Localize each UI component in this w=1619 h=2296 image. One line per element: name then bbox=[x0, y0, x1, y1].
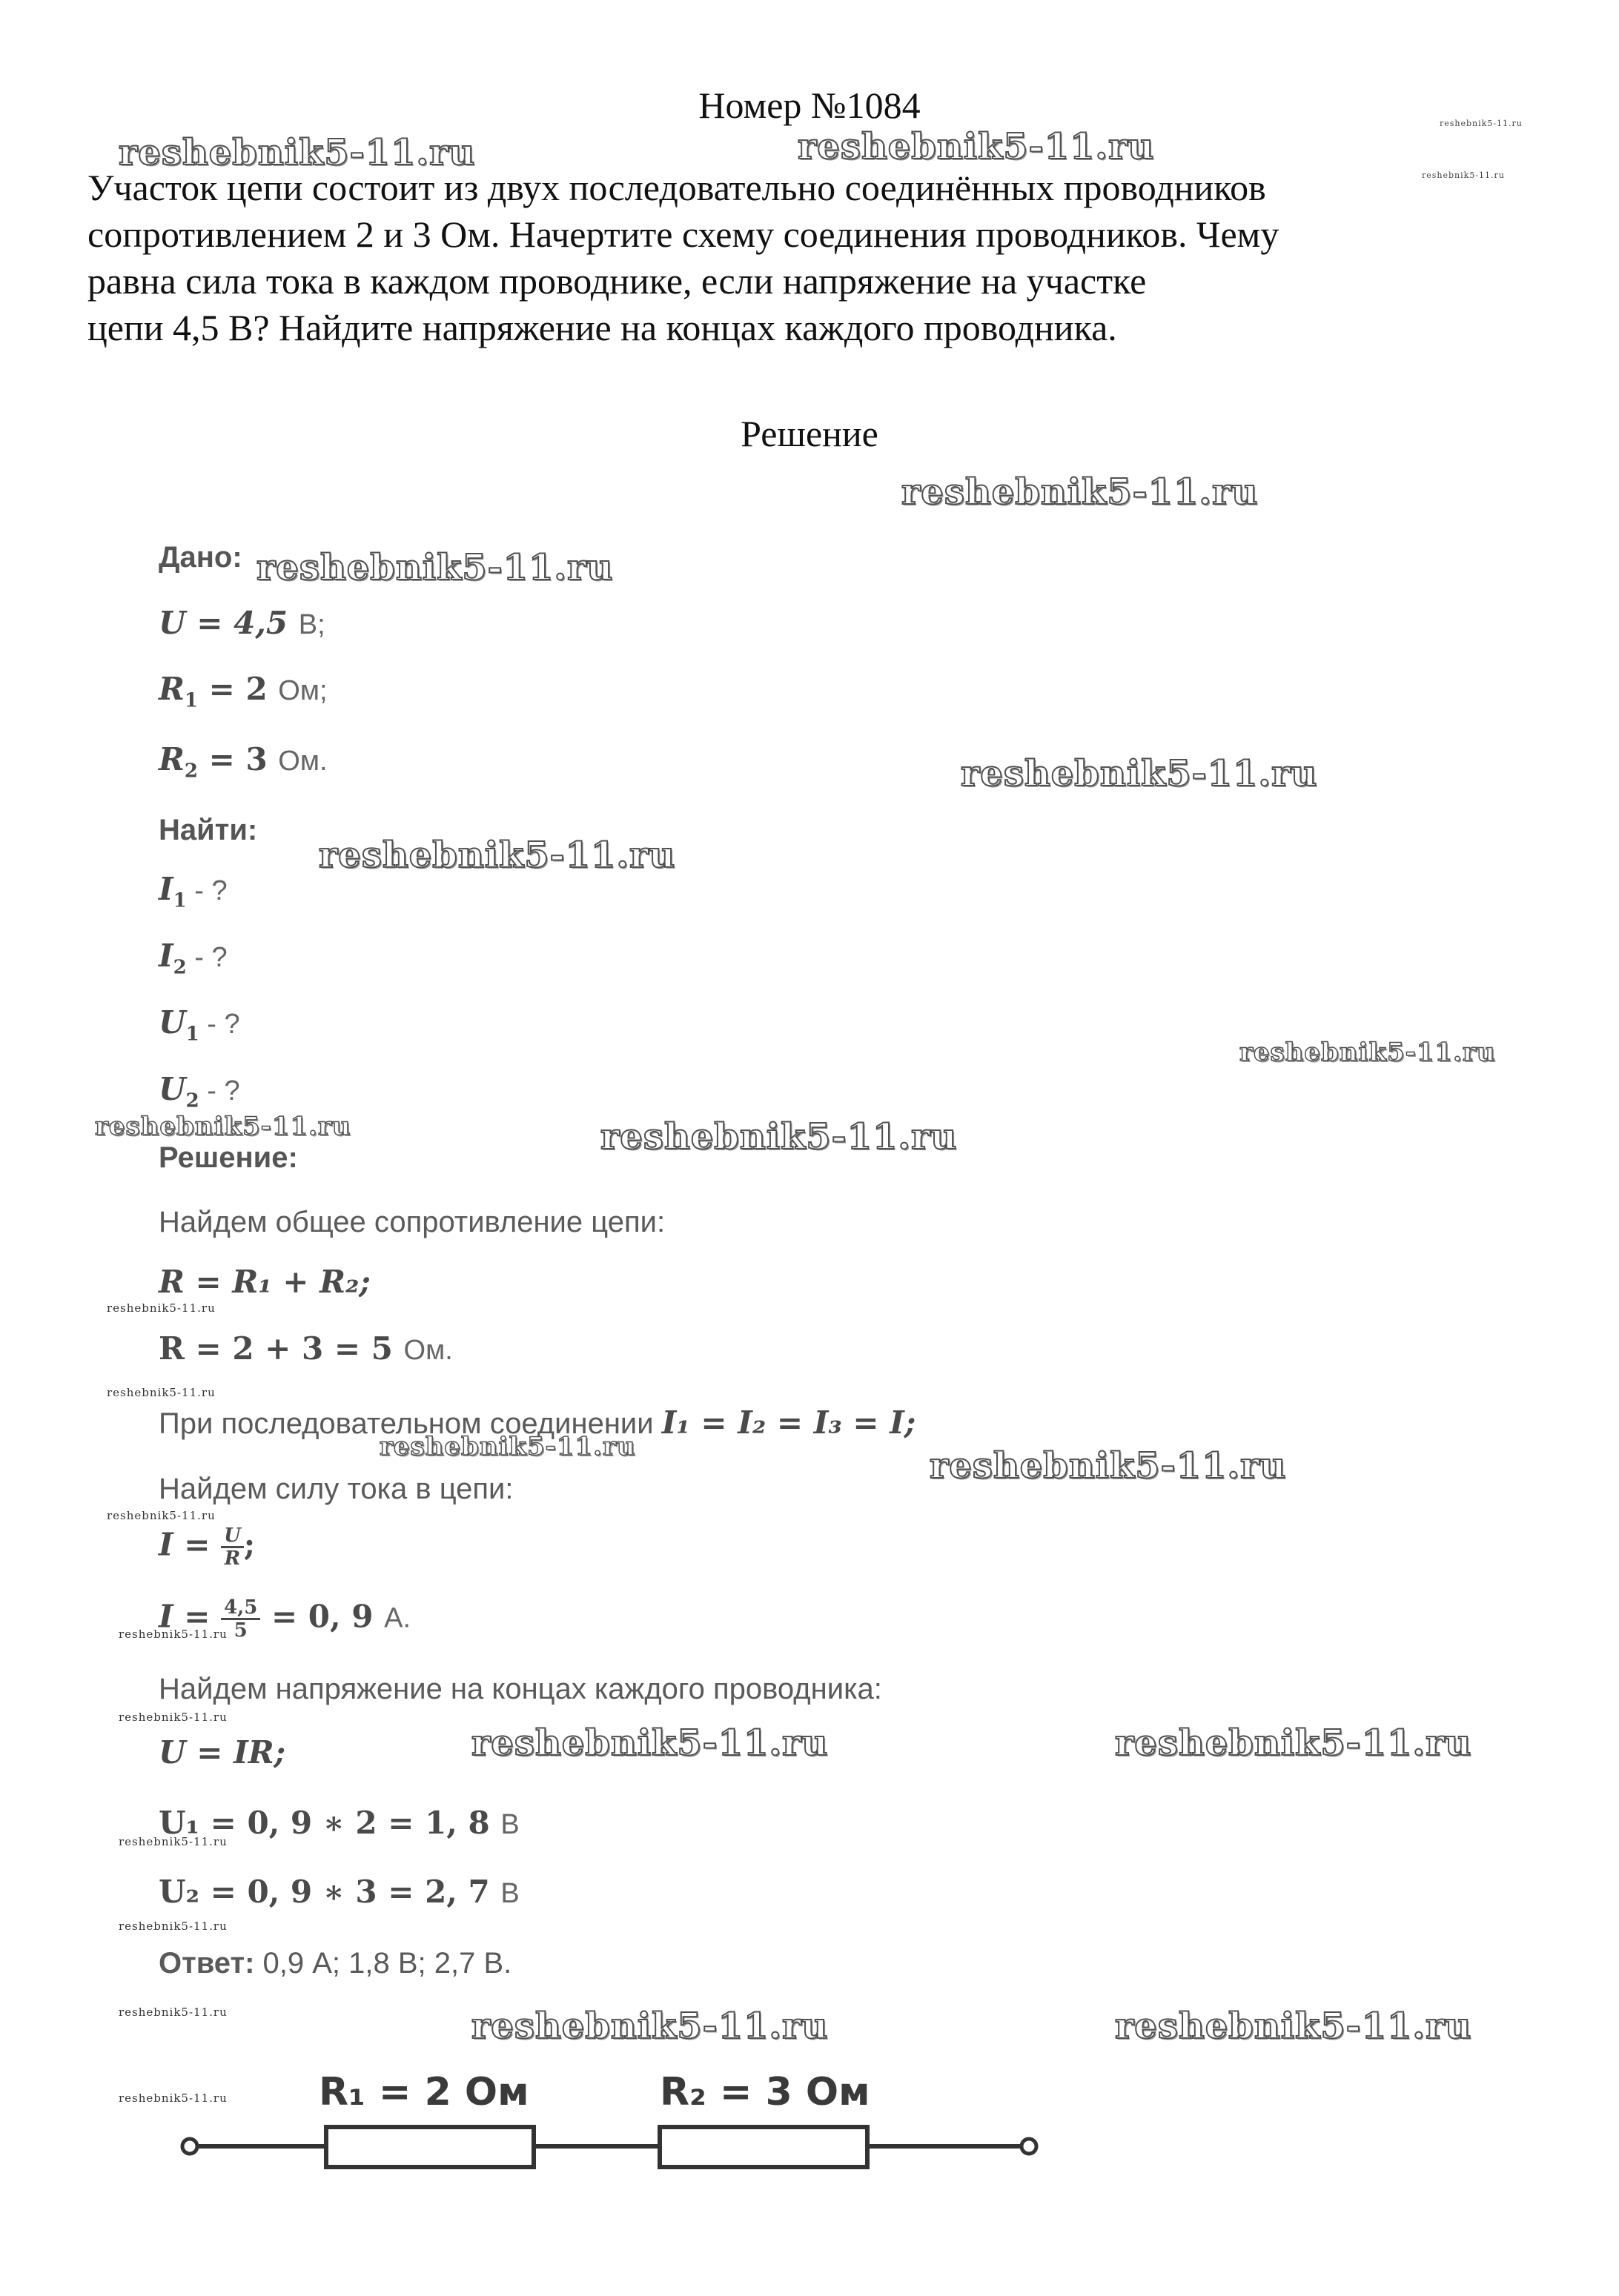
watermark: reshebnik5-11.ru bbox=[471, 1722, 829, 1764]
watermark: reshebnik5-11.ru bbox=[119, 2091, 228, 2105]
watermark: reshebnik5-11.ru bbox=[930, 1445, 1287, 1487]
given-r2-value: = 3 bbox=[208, 741, 268, 777]
watermark: reshebnik5-11.ru bbox=[1239, 1038, 1496, 1067]
equation-text: U = IR; bbox=[159, 1734, 286, 1771]
find-item-i1 bbox=[159, 871, 228, 919]
solution-step-voltages: Найдем напряжение на концах каждого проводника: bbox=[159, 1673, 882, 1705]
find-symbol: I bbox=[159, 871, 173, 907]
equation-ohm-law bbox=[159, 1525, 255, 1569]
watermark: reshebnik5-11.ru bbox=[119, 132, 476, 173]
solution-step-total-resistance: Найдем общее сопротивление цепи: bbox=[159, 1206, 666, 1238]
find-symbol: U bbox=[159, 1071, 186, 1107]
find-sub: 2 bbox=[185, 1089, 199, 1112]
problem-statement bbox=[87, 165, 1563, 351]
given-r1-unit: Ом; bbox=[278, 675, 328, 706]
watermark: reshebnik5-11.ru bbox=[1440, 119, 1523, 128]
equation-currents: I₁ = I₂ = I₃ = I; bbox=[661, 1404, 916, 1441]
fraction-denominator: 5 bbox=[234, 1619, 248, 1642]
watermark: reshebnik5-11.ru bbox=[1422, 170, 1505, 180]
problem-line: Участок цепи состоит из двух последовательно соединённых проводников bbox=[87, 167, 1266, 208]
equation-unit: В bbox=[500, 1878, 520, 1909]
page-title: Номер №1084 bbox=[698, 84, 921, 126]
find-tail: - ? bbox=[186, 875, 228, 906]
fraction bbox=[221, 1525, 244, 1569]
equation-text: R = R₁ + R₂; bbox=[159, 1264, 371, 1300]
equation-resistance-value bbox=[159, 1330, 453, 1369]
watermark: reshebnik5-11.ru bbox=[380, 1432, 636, 1461]
resistor-1-label: R₁ = 2 Ом bbox=[319, 2070, 529, 2114]
terminal-right bbox=[1022, 2139, 1036, 2154]
watermark: reshebnik5-11.ru bbox=[319, 835, 676, 876]
watermark: reshebnik5-11.ru bbox=[1115, 2005, 1472, 2047]
given-r2 bbox=[159, 741, 328, 789]
watermark: reshebnik5-11.ru bbox=[107, 1386, 216, 1399]
solution-step-current: Найдем силу тока в цепи: bbox=[159, 1473, 514, 1505]
problem-line: цепи 4,5 В? Найдите напряжение на концах каждого проводника. bbox=[87, 307, 1117, 348]
find-tail: - ? bbox=[199, 1075, 240, 1106]
solution-label: Решение: bbox=[159, 1141, 298, 1174]
watermark: reshebnik5-11.ru bbox=[119, 2005, 228, 2019]
equation-u2 bbox=[159, 1874, 520, 1912]
find-sub: 1 bbox=[185, 1023, 199, 1046]
step-text: При последовательном соединении bbox=[159, 1407, 654, 1440]
resistor-2 bbox=[660, 2127, 867, 2167]
watermark: reshebnik5-11.ru bbox=[901, 471, 1259, 513]
resistor-1 bbox=[326, 2127, 534, 2167]
watermark: reshebnik5-11.ru bbox=[119, 1835, 228, 1848]
find-item-u1 bbox=[159, 1004, 240, 1052]
watermark: reshebnik5-11.ru bbox=[471, 2005, 829, 2047]
equation-text: U₂ = 0, 9 ∗ 3 = 2, 7 bbox=[159, 1874, 490, 1910]
fraction-numerator: U bbox=[221, 1525, 244, 1548]
equation-lhs: I = bbox=[159, 1526, 211, 1563]
fraction-denominator: R bbox=[224, 1547, 241, 1570]
circuit-diagram bbox=[163, 2053, 1067, 2216]
watermark: reshebnik5-11.ru bbox=[798, 126, 1155, 167]
equation-unit: А. bbox=[384, 1602, 411, 1634]
resistor-2-label: R₂ = 3 Ом bbox=[660, 2070, 870, 2114]
given-r1-sub: 1 bbox=[184, 689, 198, 712]
equation-total-resistance bbox=[159, 1264, 371, 1301]
answer bbox=[159, 1945, 511, 1981]
given-r2-symbol: R bbox=[159, 741, 185, 777]
find-sub: 2 bbox=[173, 956, 187, 979]
equation-voltage-law bbox=[159, 1734, 285, 1771]
equation-text: R = 2 + 3 = 5 bbox=[159, 1330, 393, 1367]
equation-tail: ; bbox=[243, 1526, 256, 1563]
find-symbol: I bbox=[159, 938, 173, 974]
watermark: reshebnik5-11.ru bbox=[119, 1711, 228, 1724]
problem-line: сопротивлением 2 и 3 Ом. Начертите схему соединения проводников. Чему bbox=[87, 213, 1279, 255]
find-label: Найти: bbox=[159, 814, 258, 846]
equation-lhs: I = bbox=[159, 1598, 211, 1635]
watermark: reshebnik5-11.ru bbox=[1115, 1722, 1472, 1764]
watermark: reshebnik5-11.ru bbox=[961, 753, 1318, 794]
given-label: Дано: bbox=[159, 541, 242, 574]
given-r2-sub: 2 bbox=[184, 760, 198, 783]
given-voltage bbox=[159, 605, 325, 643]
fraction-numerator: 4,5 bbox=[221, 1597, 260, 1620]
given-r2-unit: Ом. bbox=[278, 746, 328, 777]
terminal-left bbox=[182, 2139, 197, 2154]
equation-unit: Ом. bbox=[403, 1335, 453, 1366]
watermark: reshebnik5-11.ru bbox=[107, 1301, 216, 1315]
find-symbol: U bbox=[159, 1004, 186, 1041]
watermark: reshebnik5-11.ru bbox=[95, 1112, 351, 1141]
find-tail: - ? bbox=[186, 942, 228, 973]
watermark: reshebnik5-11.ru bbox=[119, 1920, 228, 1933]
given-voltage-text: U = 4,5 bbox=[159, 605, 288, 641]
watermark: reshebnik5-11.ru bbox=[600, 1116, 958, 1158]
find-sub: 1 bbox=[173, 889, 187, 912]
equation-unit: В bbox=[500, 1809, 520, 1840]
answer-text: 0,9 А; 1,8 В; 2,7 В. bbox=[262, 1947, 512, 1980]
find-tail: - ? bbox=[199, 1009, 240, 1040]
watermark: reshebnik5-11.ru bbox=[107, 1509, 216, 1522]
given-voltage-unit: В; bbox=[298, 609, 325, 640]
given-r1-symbol: R bbox=[159, 671, 185, 707]
find-item-i2 bbox=[159, 938, 228, 986]
equation-tail: = 0, 9 bbox=[271, 1598, 374, 1635]
given-r1 bbox=[159, 671, 328, 719]
equation-text: U₁ = 0, 9 ∗ 2 = 1, 8 bbox=[159, 1805, 490, 1841]
given-r1-value: = 2 bbox=[208, 671, 268, 707]
answer-label: Ответ: bbox=[159, 1947, 255, 1980]
watermark: reshebnik5-11.ru bbox=[256, 547, 614, 588]
solution-heading: Решение bbox=[741, 413, 878, 454]
problem-line: равна сила тока в каждом проводнике, если напряжение на участке bbox=[87, 260, 1147, 302]
watermark: reshebnik5-11.ru bbox=[119, 1628, 228, 1641]
